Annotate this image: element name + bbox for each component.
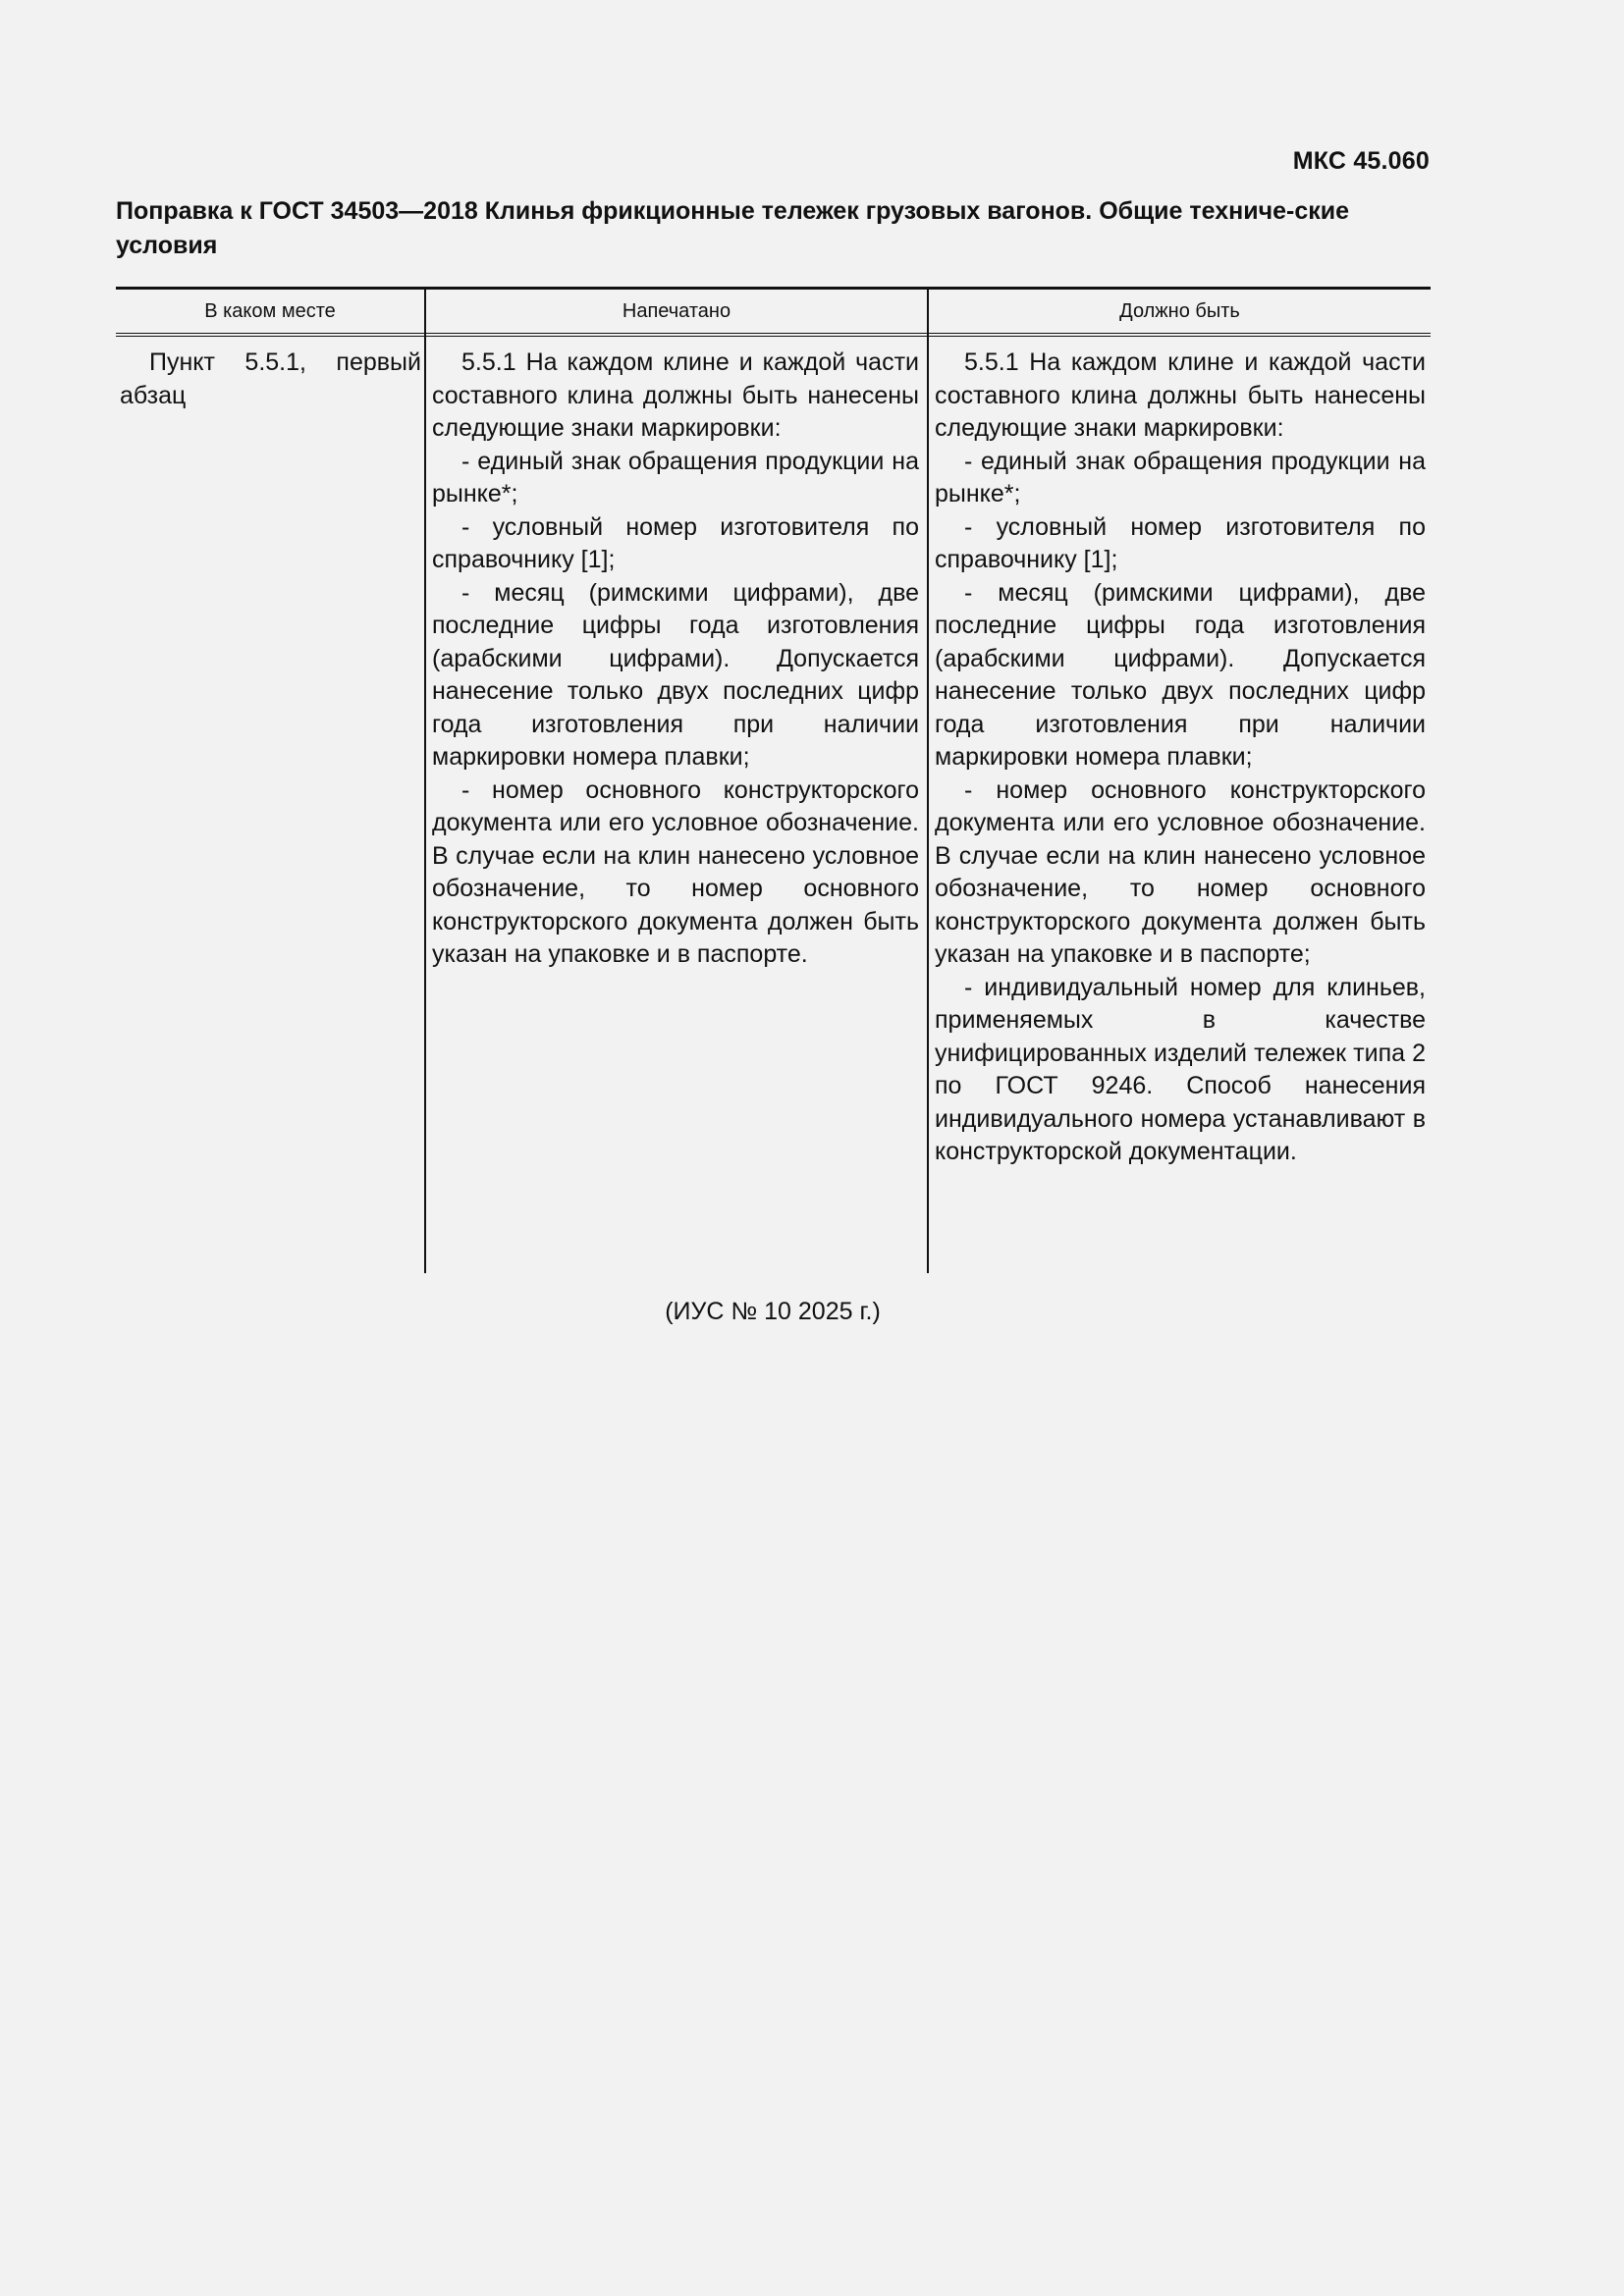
cell-printed (432, 347, 919, 972)
amendment-table (116, 287, 1431, 1273)
should-be-paragraph: - условный номер изготовителя по справочнику [1]; (935, 512, 1426, 573)
table-header (116, 290, 1431, 337)
should-be-paragraph: 5.5.1 На каждом клине и каждой части составного клина должны быть нанесены следующие знаки маркировки: (935, 348, 1426, 442)
printed-paragraph: - номер основного конструкторского документа или его условное обозначение. В случае если на клин нанесено условное обозначение, то номер основного конструкторского документа должен быть указан на упаковке и в паспорте. (432, 775, 919, 968)
printed-paragraph: 5.5.1 На каждом клине и каждой части составного клина должны быть нанесены следующие знаки маркировки: (432, 348, 919, 442)
should-be-paragraph: - номер основного конструкторского документа или его условное обозначение. В случае если на клин нанесено условное обозначение, то номер основного конструкторского документа должен быть указан на упаковке и в паспорте; (935, 775, 1426, 968)
mks-code: МКС 45.060 (1292, 147, 1430, 175)
should-be-paragraph: - единый знак обращения продукции на рынке*; (935, 447, 1426, 507)
column-divider (927, 290, 929, 1273)
place-text: Пункт 5.5.1, первый абзац (120, 348, 421, 409)
column-header-printed: Напечатано (622, 300, 731, 322)
printed-paragraph: - условный номер изготовителя по справочнику [1]; (432, 512, 919, 573)
cell-should-be (935, 347, 1426, 1169)
column-header-should-be: Должно быть (1119, 300, 1240, 322)
should-be-paragraph: - индивидуальный номер для клиньев, применяемых в качестве унифицированных изделий тележек типа 2 по ГОСТ 9246. Способ нанесения индивидуального номера устанавливают в конструкторской документации. (935, 973, 1426, 1165)
document-title: Поправка к ГОСТ 34503—2018 Клинья фрикционные тележек грузовых вагонов. Общие техниче-ские условия (116, 197, 1350, 259)
ius-reference: (ИУС № 10 2025 г.) (665, 1298, 881, 1325)
cell-place (120, 347, 421, 412)
printed-paragraph: - единый знак обращения продукции на рынке*; (432, 447, 919, 507)
column-header-place: В каком месте (204, 300, 336, 322)
printed-paragraph: - месяц (римскими цифрами), две последние цифры года изготовления (арабскими цифрами). Допускается нанесение только двух последних цифр года изготовления при наличии маркировки номера плавки; (432, 578, 919, 771)
column-divider (424, 290, 426, 1273)
should-be-paragraph: - месяц (римскими цифрами), две последние цифры года изготовления (арабскими цифрами). Допускается нанесение только двух последних цифр года изготовления при наличии маркировки номера плавки; (935, 578, 1426, 771)
